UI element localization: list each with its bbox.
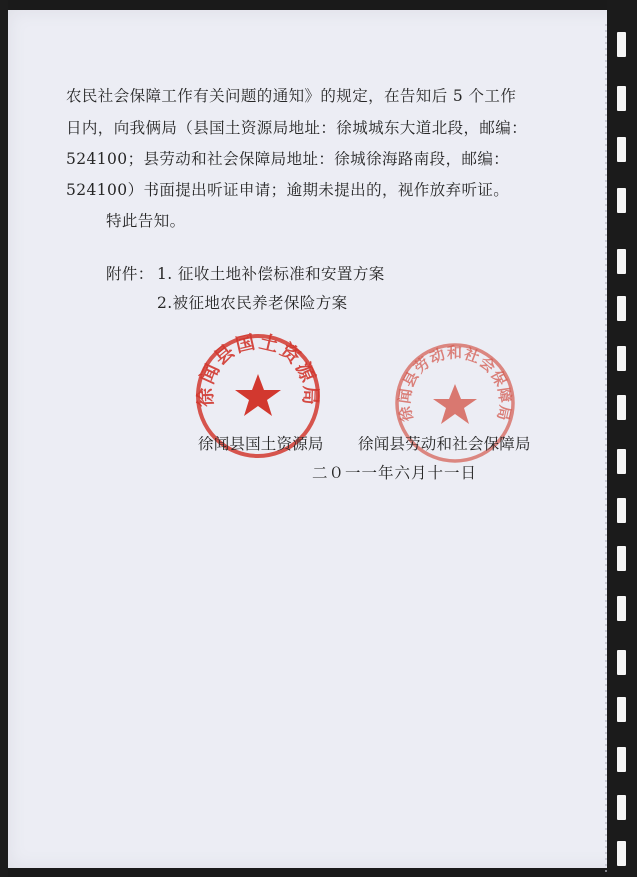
seal-star-icon <box>433 384 477 424</box>
binding-hole <box>617 137 626 162</box>
binding-hole <box>617 32 626 57</box>
binding-hole <box>617 650 626 675</box>
binding-strip <box>607 0 637 877</box>
binding-hole <box>617 296 626 321</box>
binding-hole <box>617 841 626 866</box>
signature-org-2: 徐闻县劳动和社会保障局 <box>358 435 531 453</box>
body-line-1: 农民社会保障工作有关问题的通知》的规定，在告知后 5 个工作 <box>66 87 517 105</box>
seal-2-text: 徐闻县劳动和社会保障局 <box>395 343 515 424</box>
binding-hole <box>617 596 626 621</box>
scan-border <box>0 0 8 877</box>
signature-date: 二０一一年六月十一日 <box>312 464 478 482</box>
binding-hole <box>617 697 626 722</box>
body-line-2: 日内，向我俩局（县国土资源局地址：徐城城东大道北段，邮编： <box>66 119 528 137</box>
signature-org-1: 徐闻县国土资源局 <box>198 435 324 453</box>
seal-star-icon <box>235 374 281 416</box>
seal-1-text: 徐闻县国土资源局 <box>194 330 322 408</box>
binding-hole <box>617 395 626 420</box>
attachment-item-2: 2.被征地农民养老保险方案 <box>157 294 348 312</box>
binding-hole <box>617 498 626 523</box>
binding-hole <box>617 546 626 571</box>
body-line-3: 524100；县劳动和社会保障局地址：徐城徐海路南段，邮编： <box>66 150 510 168</box>
body-line-4: 524100）书面提出听证申请；逾期未提出的，视作放弃听证。 <box>66 181 510 199</box>
closing-text: 特此告知。 <box>106 212 186 230</box>
attachments-label: 附件： <box>106 265 154 283</box>
attachment-item-1: 1. 征收土地补偿标准和安置方案 <box>157 265 385 283</box>
binding-hole <box>617 747 626 772</box>
binding-hole <box>617 449 626 474</box>
binding-hole <box>617 86 626 111</box>
binding-hole <box>617 249 626 274</box>
binding-hole <box>617 188 626 213</box>
binding-hole <box>617 346 626 371</box>
binding-hole <box>617 795 626 820</box>
